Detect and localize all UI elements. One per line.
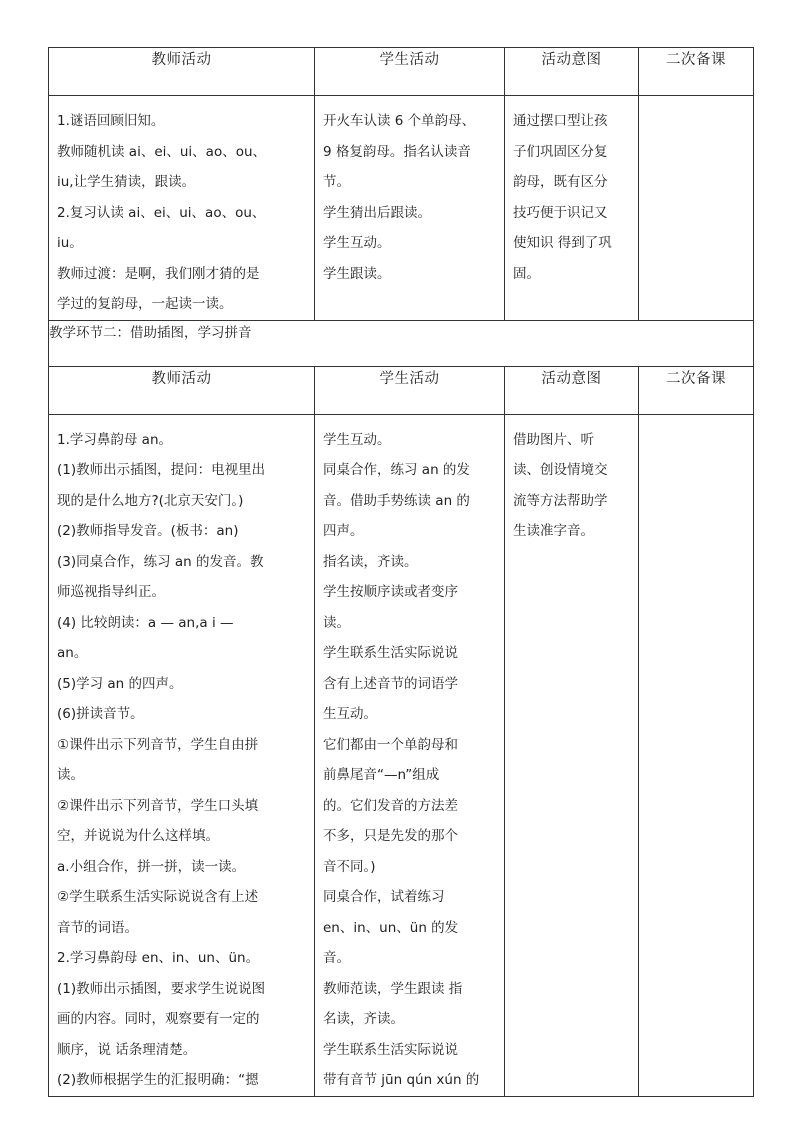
cell-text-line: iu。 (57, 235, 83, 251)
cell-text-line: 它们都由一个单韵母和 (323, 736, 458, 753)
header-row-1 (49, 48, 754, 96)
cell-text-line: 学过的复韵母，一起读一读。 (57, 296, 233, 312)
cell-text-line: 学生联系生活实际说说 (323, 1041, 458, 1058)
row1-notes-cell (639, 96, 754, 321)
cell-text-line: 音节的词语。 (57, 919, 138, 936)
cell-text-line: (1)教师出示插图，要求学生说说图 (57, 980, 266, 997)
cell-text-line: ②学生联系生活实际说说含有上述 (57, 889, 259, 905)
cell-text-line: 四声。 (323, 523, 364, 539)
cell-text-line: 1.学习鼻韵母 an。 (57, 431, 173, 448)
content-row-2 (49, 414, 754, 1096)
cell-text-line: en、in、un、ün 的发 (323, 919, 459, 936)
cell-text-line: 使知识 得到了巩 (513, 235, 612, 251)
lesson-plan-table (48, 47, 754, 1097)
cell-text-line: 教师过渡：是啊，我们刚才猜的是 (57, 265, 260, 282)
row2-intent-cell (505, 414, 639, 1096)
cell-text-line: 音。借助手势练读 an 的 (323, 492, 470, 509)
cell-text-line: 2.复习认读 ai、ei、ui、ao、ou、 (57, 204, 266, 221)
cell-text-line: an。 (57, 645, 88, 661)
cell-text-line: 读、创设情境交 (513, 462, 608, 478)
cell-text-line: (5)学习 an 的四声。 (57, 675, 183, 692)
content-row-1 (49, 96, 754, 321)
cell-text-line: 前鼻尾音“—n”组成 (323, 767, 440, 783)
cell-text-line: 同桌合作，练习 an 的发 (323, 462, 470, 478)
cell-text-line: 子们巩固区分复 (513, 143, 608, 160)
cell-text-line: 通过摆口型让孩 (513, 113, 608, 129)
cell-text-line: 读。 (323, 614, 350, 631)
header-student-activity: 学生活动 (315, 48, 505, 96)
cell-text-line: (3)同桌合作，练习 an 的发音。教 (57, 553, 264, 570)
cell-text-line: 生互动。 (323, 706, 377, 722)
row2-student-cell (315, 414, 505, 1096)
cell-text-line: 教师范读，学生跟读 指 (323, 980, 463, 997)
row1-intent-cell (505, 96, 639, 321)
cell-text-line: 9 格复韵母。指名认读音 (323, 143, 471, 160)
cell-text-line: 技巧便于识记又 (513, 204, 608, 221)
cell-text-line: 学生跟读。 (323, 265, 391, 282)
cell-text-line: ②课件出示下列音节，学生口头填 (57, 797, 259, 814)
header-row-2 (49, 366, 754, 414)
cell-text-line: (2)教师根据学生的汇报明确：“摁 (57, 1072, 259, 1088)
cell-text-line: (6)拼读音节。 (57, 706, 144, 722)
cell-text-line: 教师随机读 ai、ei、ui、ao、ou、 (57, 143, 267, 160)
cell-text-line: 生读准字音。 (513, 523, 594, 539)
cell-text-line: ①课件出示下列音节，学生自由拼 (57, 736, 259, 753)
cell-text-line: 学生猜出后跟读。 (323, 204, 431, 221)
section-2-title: 教学环节二：借助插图，学习拼音 (49, 320, 754, 366)
cell-text-line: 流等方法帮助学 (513, 492, 608, 509)
cell-text-line: 学生互动。 (323, 431, 391, 448)
section-row-2 (49, 320, 754, 366)
cell-text-line: 读。 (57, 767, 84, 783)
cell-text-line: 学生互动。 (323, 235, 391, 251)
cell-text-line: 带有音节 jūn qún xún 的 (323, 1072, 480, 1088)
cell-text-line: 指名读，齐读。 (323, 553, 418, 570)
cell-text-line: 音。 (323, 950, 350, 966)
cell-text-line: 同桌合作，试着练习 (323, 889, 445, 905)
cell-text-line: (1)教师出示插图，提问：电视里出 (57, 462, 266, 478)
cell-text-line: 节。 (323, 174, 350, 190)
header-student-activity-2: 学生活动 (315, 366, 505, 414)
cell-text-line: 顺序，说 话条理清楚。 (57, 1041, 197, 1058)
cell-text-line: 韵母，既有区分 (513, 174, 608, 190)
cell-text-line: 固。 (513, 265, 540, 282)
cell-text-line: 2.学习鼻韵母 en、in、un、ün。 (57, 950, 260, 966)
row2-teacher-cell (49, 414, 315, 1096)
cell-text-line: 画的内容。同时，观察要有一定的 (57, 1011, 260, 1027)
cell-text-line: 不多，只是先发的那个 (323, 828, 458, 844)
cell-text-line: 现的是什么地方?(北京天安门。) (57, 492, 244, 509)
header-activity-intent-2: 活动意图 (505, 366, 639, 414)
cell-text-line: 名读，齐读。 (323, 1011, 404, 1027)
row1-teacher-cell (49, 96, 315, 321)
cell-text-line: 学生联系生活实际说说 (323, 645, 458, 661)
cell-text-line: (2)教师指导发音。(板书：an) (57, 523, 239, 539)
cell-text-line: 学生按顺序读或者变序 (323, 584, 458, 600)
header-teacher-activity-2: 教师活动 (49, 366, 315, 414)
header-second-prep: 二次备课 (639, 48, 754, 96)
cell-text-line: (4) 比较朗读：a — an,a i — (57, 614, 234, 631)
cell-text-line: 空，并说说为什么这样填。 (57, 828, 219, 844)
header-activity-intent: 活动意图 (505, 48, 639, 96)
cell-text-line: 开火车认读 6 个单韵母、 (323, 113, 476, 129)
row1-student-cell (315, 96, 505, 321)
row2-notes-cell (639, 414, 754, 1096)
cell-text-line: 借助图片、听 (513, 431, 594, 448)
header-second-prep-2: 二次备课 (639, 366, 754, 414)
cell-text-line: iu,让学生猜读，跟读。 (57, 174, 196, 190)
cell-text-line: a.小组合作，拼一拼，读一读。 (57, 858, 246, 875)
cell-text-line: 的。它们发音的方法差 (323, 797, 458, 814)
cell-text-line: 含有上述音节的词语学 (323, 675, 458, 692)
header-teacher-activity: 教师活动 (49, 48, 315, 96)
cell-text-line: 音不同。) (323, 858, 376, 875)
cell-text-line: 师巡视指导纠正。 (57, 584, 165, 600)
cell-text-line: 1.谜语回顾旧知。 (57, 113, 165, 129)
